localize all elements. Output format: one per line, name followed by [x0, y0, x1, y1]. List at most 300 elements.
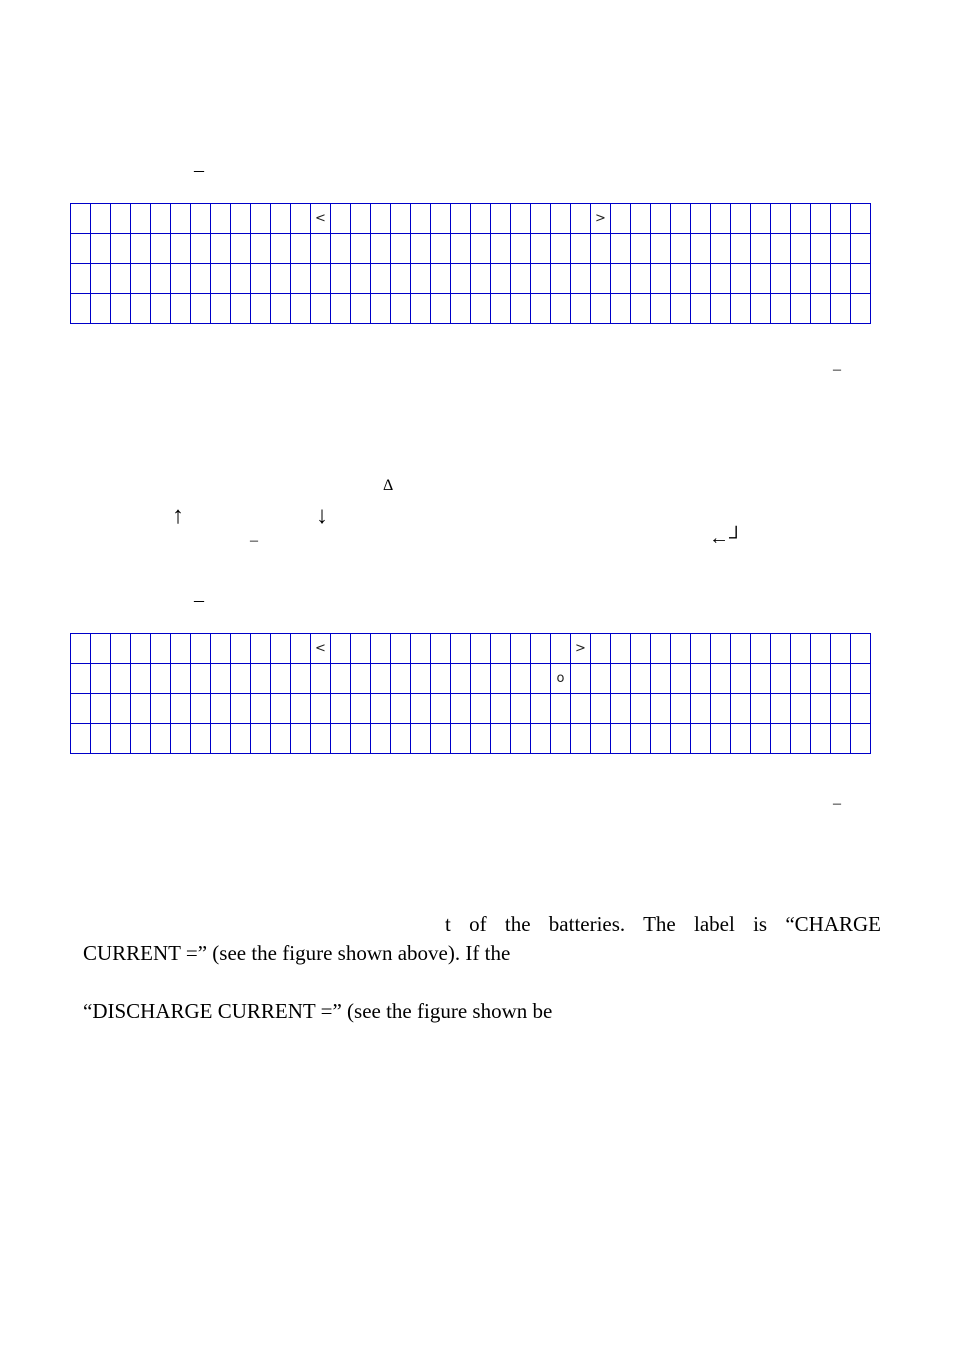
- lcd-cell: [151, 634, 171, 664]
- lcd-cell: [371, 234, 391, 264]
- lcd-cell: [471, 264, 491, 294]
- lcd-cell: [451, 294, 471, 324]
- lcd-cell: [171, 664, 191, 694]
- lcd-cell: [431, 264, 451, 294]
- lcd-cell: >: [571, 634, 591, 664]
- lcd-cell: [151, 724, 171, 754]
- lcd-cell: [571, 264, 591, 294]
- lcd-cell: [411, 294, 431, 324]
- lcd-cell: [651, 204, 671, 234]
- lcd-cell: [491, 664, 511, 694]
- lcd-cell: [251, 694, 271, 724]
- lcd-cell: [431, 724, 451, 754]
- lcd-cell: [711, 234, 731, 264]
- lcd-cell: [311, 724, 331, 754]
- lcd-cell: [851, 634, 871, 664]
- lcd-cell: [751, 724, 771, 754]
- lcd-cell: [91, 664, 111, 694]
- lcd-cell: [131, 634, 151, 664]
- lcd-cell: [611, 634, 631, 664]
- lcd-cell: [371, 724, 391, 754]
- lcd-cell: [551, 234, 571, 264]
- lcd-cell: [771, 234, 791, 264]
- lcd-cell: [411, 634, 431, 664]
- lcd-cell: [451, 694, 471, 724]
- lcd-cell: [251, 724, 271, 754]
- lcd-cell: [131, 724, 151, 754]
- lcd-cell: [791, 634, 811, 664]
- lcd-cell: [351, 694, 371, 724]
- lcd-cell: [311, 294, 331, 324]
- lcd-cell: [631, 664, 651, 694]
- lcd-cell: [731, 264, 751, 294]
- lcd-cell: [71, 724, 91, 754]
- lcd-cell: [611, 234, 631, 264]
- lcd-cell: [851, 294, 871, 324]
- lcd-cell: [451, 264, 471, 294]
- lcd-cell: [191, 264, 211, 294]
- lcd-cell: [651, 724, 671, 754]
- lcd-cell: [751, 694, 771, 724]
- lcd-cell: [291, 234, 311, 264]
- lcd-cell: [691, 204, 711, 234]
- lcd-cell: [271, 264, 291, 294]
- lcd-cell: [751, 234, 771, 264]
- lcd-cell: [631, 724, 651, 754]
- lcd-cell: [111, 694, 131, 724]
- lcd-cell: [151, 294, 171, 324]
- lcd-cell: [491, 694, 511, 724]
- lcd-cell: [551, 694, 571, 724]
- lcd-cell: [491, 294, 511, 324]
- lcd-cell: [211, 694, 231, 724]
- lcd-cell: [791, 724, 811, 754]
- lcd-cell: [331, 264, 351, 294]
- lcd-cell: [171, 234, 191, 264]
- lcd-cell: [631, 204, 651, 234]
- lcd-cell: [231, 204, 251, 234]
- lcd-cell: [371, 634, 391, 664]
- lcd-cell: [811, 664, 831, 694]
- lcd-cell: [211, 664, 231, 694]
- lcd-cell: <: [311, 204, 331, 234]
- lcd-cell: [791, 294, 811, 324]
- lcd-cell: [651, 234, 671, 264]
- lcd-cell: [511, 234, 531, 264]
- lcd-cell: [471, 234, 491, 264]
- lcd-cell: [371, 664, 391, 694]
- lcd-cell: [331, 724, 351, 754]
- lcd-cell: [711, 724, 731, 754]
- lcd-cell: [451, 234, 471, 264]
- lcd-cell: [471, 664, 491, 694]
- lcd-cell: [271, 294, 291, 324]
- lcd-cell: [551, 204, 571, 234]
- lcd-cell: [131, 694, 151, 724]
- lcd-cell: [611, 204, 631, 234]
- lcd-cell: [231, 234, 251, 264]
- lcd-cell: [191, 664, 211, 694]
- lcd-cell: [311, 234, 331, 264]
- lcd-cell: [351, 204, 371, 234]
- lcd-cell: [391, 664, 411, 694]
- lcd-cell: [671, 204, 691, 234]
- lcd-cell: [371, 204, 391, 234]
- lcd-cell: [351, 264, 371, 294]
- lcd-cell: [351, 234, 371, 264]
- dash-mark: –: [194, 589, 204, 611]
- lcd-cell: [131, 664, 151, 694]
- lcd-cell: [531, 204, 551, 234]
- lcd-cell: [711, 204, 731, 234]
- lcd-cell: [191, 724, 211, 754]
- lcd-cell: [211, 634, 231, 664]
- lcd-cell: [771, 264, 791, 294]
- lcd-cell: [651, 264, 671, 294]
- lcd-cell: [111, 664, 131, 694]
- lcd-cell: [671, 294, 691, 324]
- lcd-cell: [391, 294, 411, 324]
- lcd-cell: [351, 294, 371, 324]
- lcd-cell: [691, 264, 711, 294]
- lcd-cell: [851, 234, 871, 264]
- lcd-cell: [471, 204, 491, 234]
- lcd-cell: [611, 694, 631, 724]
- lcd-cell: [431, 634, 451, 664]
- lcd-cell: [811, 724, 831, 754]
- lcd-cell: [811, 634, 831, 664]
- lcd-cell: [231, 294, 251, 324]
- lcd-cell: [611, 724, 631, 754]
- lcd-cell: [731, 234, 751, 264]
- lcd-cell: [251, 204, 271, 234]
- lcd-cell: [331, 694, 351, 724]
- lcd-cell: [251, 664, 271, 694]
- lcd-cell: [351, 634, 371, 664]
- lcd-cell: [671, 694, 691, 724]
- lcd-cell: [491, 234, 511, 264]
- lcd-cell: [291, 634, 311, 664]
- lcd-cell: [171, 294, 191, 324]
- lcd-cell: [771, 664, 791, 694]
- lcd-cell: [831, 724, 851, 754]
- lcd-cell: [411, 264, 431, 294]
- lcd-cell: [371, 694, 391, 724]
- lcd-cell: [751, 204, 771, 234]
- lcd-cell: [351, 724, 371, 754]
- lcd-cell: [651, 664, 671, 694]
- lcd-cell: [91, 294, 111, 324]
- lcd-cell: [151, 664, 171, 694]
- lcd-cell: [291, 294, 311, 324]
- lcd-cell: [531, 294, 551, 324]
- lcd-cell: [471, 694, 491, 724]
- lcd-cell: [431, 664, 451, 694]
- lcd-cell: [711, 634, 731, 664]
- lcd-cell: [811, 264, 831, 294]
- lcd-display-grid: [70, 633, 871, 754]
- lcd-cell: [611, 664, 631, 694]
- lcd-cell: [211, 204, 231, 234]
- enter-key-icon: ←┘: [709, 527, 744, 549]
- lcd-cell: [851, 664, 871, 694]
- lcd-cell: [251, 634, 271, 664]
- lcd-cell: [271, 634, 291, 664]
- lcd-cell: [591, 694, 611, 724]
- lcd-cell: [271, 724, 291, 754]
- lcd-cell: [91, 264, 111, 294]
- lcd-cell: [671, 234, 691, 264]
- dash-mark: –: [194, 159, 204, 181]
- lcd-cell: [411, 204, 431, 234]
- lcd-cell: [771, 634, 791, 664]
- lcd-cell: [71, 204, 91, 234]
- lcd-cell: [731, 724, 751, 754]
- lcd-cell: <: [311, 634, 331, 664]
- lcd-cell: [571, 724, 591, 754]
- lcd-cell: [551, 294, 571, 324]
- lcd-cell: [171, 634, 191, 664]
- lcd-cell: [431, 694, 451, 724]
- lcd-cell: [671, 634, 691, 664]
- lcd-cell: [511, 724, 531, 754]
- lcd-cell: [811, 234, 831, 264]
- lcd-cell: [631, 234, 651, 264]
- lcd-cell: [851, 694, 871, 724]
- lcd-cell: [531, 234, 551, 264]
- lcd-cell: [731, 634, 751, 664]
- lcd-cell: [631, 264, 651, 294]
- lcd-cell: [571, 694, 591, 724]
- lcd-cell: [391, 694, 411, 724]
- lcd-cell: [71, 694, 91, 724]
- lcd-cell: [411, 234, 431, 264]
- lcd-cell: [391, 264, 411, 294]
- lcd-cell: [411, 664, 431, 694]
- lcd-cell: [211, 264, 231, 294]
- lcd-cell: [131, 234, 151, 264]
- lcd-cell: [391, 204, 411, 234]
- lcd-cell: [551, 724, 571, 754]
- lcd-row: [71, 264, 871, 294]
- lcd-cell: [91, 724, 111, 754]
- delta-icon: Δ: [383, 477, 394, 494]
- lcd-cell: [351, 664, 371, 694]
- lcd-row: [71, 294, 871, 324]
- lcd-cell: [231, 694, 251, 724]
- lcd-cell: [691, 724, 711, 754]
- lcd-cell: [171, 264, 191, 294]
- lcd-cell: [231, 664, 251, 694]
- lcd-cell: [271, 204, 291, 234]
- dash-mark: –: [250, 532, 258, 549]
- lcd-cell: [531, 264, 551, 294]
- lcd-cell: [291, 724, 311, 754]
- lcd-cell: [511, 664, 531, 694]
- lcd-cell: [91, 694, 111, 724]
- lcd-cell: [731, 294, 751, 324]
- lcd-row: [71, 664, 871, 694]
- lcd-cell: [251, 264, 271, 294]
- lcd-cell: [831, 664, 851, 694]
- up-arrow-icon: ↑: [172, 503, 184, 529]
- lcd-cell: [591, 294, 611, 324]
- lcd-cell: [71, 294, 91, 324]
- lcd-cell: [731, 204, 751, 234]
- lcd-cell: [651, 694, 671, 724]
- lcd-cell: o: [551, 664, 571, 694]
- text-line: “DISCHARGE CURRENT =” (see the figure shown be: [83, 999, 553, 1023]
- lcd-cell: [211, 294, 231, 324]
- lcd-cell: [751, 664, 771, 694]
- lcd-cell: [511, 294, 531, 324]
- lcd-cell: [691, 634, 711, 664]
- lcd-cell: [851, 724, 871, 754]
- lcd-cell: [191, 294, 211, 324]
- lcd-cell: [111, 634, 131, 664]
- lcd-cell: [171, 724, 191, 754]
- lcd-cell: [711, 694, 731, 724]
- lcd-cell: [771, 204, 791, 234]
- lcd-cell: [531, 634, 551, 664]
- text-line: t of the batteries. The label is “CHARGE: [445, 912, 881, 936]
- lcd-row: [71, 694, 871, 724]
- lcd-cell: [111, 724, 131, 754]
- lcd-cell: [151, 694, 171, 724]
- lcd-cell: [131, 204, 151, 234]
- lcd-cell: [331, 204, 351, 234]
- lcd-cell: [331, 294, 351, 324]
- lcd-cell: [191, 234, 211, 264]
- lcd-cell: [811, 204, 831, 234]
- lcd-cell: [151, 234, 171, 264]
- lcd-cell: [491, 724, 511, 754]
- lcd-cell: [591, 234, 611, 264]
- lcd-row: [71, 204, 871, 234]
- lcd-cell: [291, 694, 311, 724]
- lcd-cell: [371, 294, 391, 324]
- lcd-cell: [831, 264, 851, 294]
- lcd-cell: [311, 694, 331, 724]
- lcd-cell: [251, 234, 271, 264]
- lcd-cell: [511, 634, 531, 664]
- lcd-cell: [311, 664, 331, 694]
- lcd-cell: [471, 724, 491, 754]
- lcd-cell: [491, 204, 511, 234]
- lcd-cell: [131, 264, 151, 294]
- lcd-cell: [751, 264, 771, 294]
- lcd-cell: [531, 694, 551, 724]
- lcd-cell: [491, 634, 511, 664]
- lcd-cell: [91, 234, 111, 264]
- lcd-cell: [691, 234, 711, 264]
- lcd-cell: [251, 294, 271, 324]
- lcd-cell: [611, 264, 631, 294]
- lcd-cell: [731, 694, 751, 724]
- lcd-cell: [591, 634, 611, 664]
- lcd-cell: [211, 234, 231, 264]
- lcd-cell: [311, 264, 331, 294]
- lcd-cell: [451, 664, 471, 694]
- lcd-cell: [791, 234, 811, 264]
- lcd-cell: [71, 634, 91, 664]
- lcd-cell: [551, 634, 571, 664]
- lcd-cell: [151, 204, 171, 234]
- lcd-cell: [851, 264, 871, 294]
- lcd-cell: [591, 664, 611, 694]
- lcd-cell: [691, 664, 711, 694]
- lcd-cell: [751, 294, 771, 324]
- lcd-cell: >: [591, 204, 611, 234]
- lcd-cell: [831, 204, 851, 234]
- lcd-cell: [591, 724, 611, 754]
- text-line: CURRENT =” (see the figure shown above). If the: [83, 941, 511, 965]
- lcd-cell: [791, 664, 811, 694]
- lcd-cell: [91, 204, 111, 234]
- lcd-cell: [151, 264, 171, 294]
- lcd-cell: [91, 634, 111, 664]
- lcd-cell: [111, 294, 131, 324]
- lcd-cell: [751, 634, 771, 664]
- down-arrow-icon: ↓: [316, 503, 328, 529]
- lcd-cell: [291, 204, 311, 234]
- lcd-cell: [431, 204, 451, 234]
- lcd-cell: [331, 234, 351, 264]
- lcd-cell: [511, 204, 531, 234]
- lcd-cell: [831, 634, 851, 664]
- lcd-cell: [531, 664, 551, 694]
- lcd-cell: [711, 294, 731, 324]
- paragraph: [83, 910, 881, 1026]
- lcd-row: [71, 724, 871, 754]
- lcd-cell: [231, 634, 251, 664]
- lcd-cell: [191, 634, 211, 664]
- lcd-cell: [651, 294, 671, 324]
- dash-mark: –: [833, 795, 841, 812]
- lcd-cell: [71, 234, 91, 264]
- lcd-cell: [531, 724, 551, 754]
- lcd-cell: [491, 264, 511, 294]
- lcd-cell: [391, 634, 411, 664]
- lcd-cell: [211, 724, 231, 754]
- lcd-cell: [331, 634, 351, 664]
- lcd-cell: [391, 234, 411, 264]
- lcd-cell: [291, 664, 311, 694]
- dash-mark: –: [833, 361, 841, 378]
- lcd-cell: [431, 294, 451, 324]
- lcd-cell: [511, 264, 531, 294]
- lcd-cell: [631, 694, 651, 724]
- lcd-cell: [171, 204, 191, 234]
- lcd-cell: [711, 664, 731, 694]
- lcd-cell: [651, 634, 671, 664]
- lcd-cell: [551, 264, 571, 294]
- lcd-cell: [811, 294, 831, 324]
- lcd-row: [71, 634, 871, 664]
- lcd-cell: [71, 664, 91, 694]
- lcd-cell: [231, 264, 251, 294]
- lcd-cell: [671, 724, 691, 754]
- lcd-cell: [851, 204, 871, 234]
- lcd-cell: [471, 294, 491, 324]
- lcd-cell: [671, 264, 691, 294]
- lcd-cell: [691, 294, 711, 324]
- lcd-cell: [671, 664, 691, 694]
- lcd-cell: [571, 204, 591, 234]
- lcd-cell: [771, 694, 791, 724]
- lcd-cell: [571, 294, 591, 324]
- lcd-cell: [711, 264, 731, 294]
